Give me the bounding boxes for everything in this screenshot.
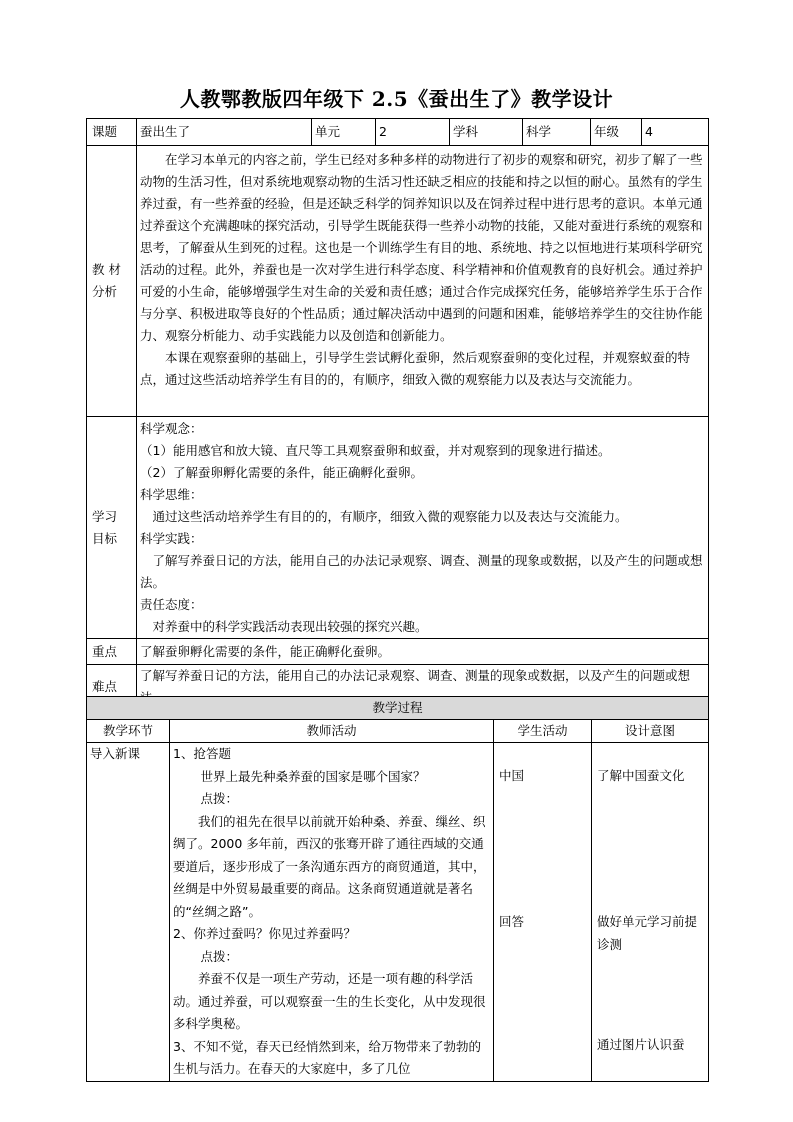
lesson-label: 课题 bbox=[87, 119, 137, 146]
goal-heading: 科学实践： bbox=[140, 531, 203, 546]
student-activity bbox=[494, 743, 592, 1082]
column-header: 教学环节 bbox=[87, 720, 170, 743]
teacher-hint-label: 点拨： bbox=[200, 948, 239, 964]
subject-label: 学科 bbox=[450, 119, 523, 146]
column-header: 设计意图 bbox=[592, 720, 709, 743]
goal-item: 通过这些活动培养学生有目的的，有顺序，细致入微的观察能力以及表达与交流能力。 bbox=[152, 509, 628, 524]
teacher-item: 2、你养过蚕吗？你见过养蚕吗？ bbox=[173, 926, 356, 941]
analysis-content bbox=[137, 146, 709, 417]
goal-item: （1）能用感官和放大镜、直尺等工具观察蚕卵和蚁蚕，并对观察到的现象进行描述。 bbox=[140, 443, 611, 458]
teacher-hint: 养蚕不仅是一项生产劳动，还是一项有趣的科学活动。通过养蚕，可以观察蚕一生的生长变化，从中发现很多科学奥秘。 bbox=[173, 971, 486, 1031]
goal-heading: 科学思维： bbox=[140, 487, 203, 502]
design-intent bbox=[592, 743, 709, 1082]
teacher-activity bbox=[170, 743, 494, 1082]
difficulty-content: 了解写养蚕日记的方法，能用自己的办法记录观察、调查、测量的现象或数据，以及产生的问题或想 bbox=[137, 665, 709, 710]
unit-label: 单元 bbox=[312, 119, 376, 146]
design-note: 了解中国蚕文化 bbox=[597, 768, 685, 783]
analysis-paragraph: 本课在观察蚕卵的基础上，引导学生尝试孵化蚕卵，然后观察蚕卵的变化过程，并观察蚁蚕的特点，通过这些活动培养学生有目的的，有顺序，细致入微的观察能力以及表达与交流能力。 bbox=[140, 350, 691, 387]
subject-value: 科学 bbox=[523, 119, 591, 146]
teacher-question: 世界上最先种桑养蚕的国家是哪个国家？ bbox=[200, 768, 426, 784]
grade-value: 4 bbox=[642, 119, 709, 146]
design-note: 通过图片认识蚕 bbox=[597, 1037, 685, 1052]
stage-cell: 导入新课 bbox=[87, 743, 170, 1082]
analysis-paragraph: 在学习本单元的内容之前，学生已经对多种多样的动物进行了初步的观察和研究，初步了解了一些动物的生活习性，但对系统地观察动物的生活习性还缺乏相应的技能和持之以恒的耐心。虽然有的学生养过蚕，有一些养蚕的经验，但是还缺乏科学的饲养知识以及在饲养过程中进行思考的意识。本单元通过养蚕这个充满趣味的探究活动，引导学生既能获得一些养小动物的技能，又能对蚕进行系统的观察和思考，了解蚕从生到死的过程。这也是一个训练学生有目的地、系统地、持之以恒地进行某项科学研究活动的过程。此外，养蚕也是一次对学生进行科学态度、科学精神和价值观教育的良好机会。通过养护可爱的小生命，能够增强学生对生命的关爱和责任感；通过合作完成探究任务，能够培养学生乐于合作与分享、积极进取等良好的个性品质；通过解决活动中遇到的问题和困难，能够培养学生的交往协作能力、观察分析能力、动手实践能力以及创造和创新能力。 bbox=[140, 152, 703, 343]
teacher-item: 1、抢答题 bbox=[173, 746, 231, 761]
key-content: 了解蚕卵孵化需要的条件，能正确孵化蚕卵。 bbox=[137, 639, 709, 665]
grade-label: 年级 bbox=[591, 119, 642, 146]
process-table bbox=[86, 696, 709, 1082]
analysis-label: 教 材 分析 bbox=[87, 146, 137, 417]
goals-label: 学习 目标 bbox=[87, 417, 137, 639]
difficulty-label: 难点 bbox=[87, 665, 137, 710]
goal-item: 对养蚕中的科学实践活动表现出较强的探究兴趣。 bbox=[152, 619, 428, 634]
key-label: 重点 bbox=[87, 639, 137, 665]
goal-heading: 责任态度： bbox=[140, 597, 203, 612]
teacher-item: 3、不知不觉，春天已经悄然到来，给万物带来了勃勃的生机与活力。在春天的大家庭中，多了几位 bbox=[173, 1038, 481, 1076]
process-header: 教学过程 bbox=[87, 697, 709, 720]
design-note: 做好单元学习前提诊测 bbox=[597, 914, 698, 952]
goal-heading: 科学观念： bbox=[140, 421, 203, 436]
goal-item: 了解写养蚕日记的方法，能用自己的办法记录观察、调查、测量的现象或数据，以及产生的问题或想法。 bbox=[140, 553, 703, 590]
student-answer: 中国 bbox=[499, 768, 525, 783]
teacher-hint-label: 点拨： bbox=[200, 791, 239, 806]
lesson-value: 蚕出生了 bbox=[137, 119, 312, 146]
column-header: 教师活动 bbox=[170, 720, 494, 743]
student-answer: 回答 bbox=[499, 914, 525, 929]
goals-content bbox=[137, 417, 709, 639]
column-header: 学生活动 bbox=[494, 720, 592, 743]
unit-value: 2 bbox=[376, 119, 450, 146]
lesson-info-table bbox=[86, 118, 709, 710]
goal-item: （2）了解蚕卵孵化需要的条件，能正确孵化蚕卵。 bbox=[140, 465, 423, 480]
document-title: 人教鄂教版四年级下 2.5《蚕出生了》教学设计 bbox=[179, 87, 614, 111]
teacher-hint: 我们的祖先在很早以前就开始种桑、养蚕、缫丝、织绸了。2000 多年前，西汉的张骞开辟了通往西域的交通要道后，逐步形成了一条沟通东西方的商贸通道，其中，丝绸是中外贸易最重要的商品。这条商贸通道就是著名的“丝绸之路”。 bbox=[173, 813, 486, 919]
